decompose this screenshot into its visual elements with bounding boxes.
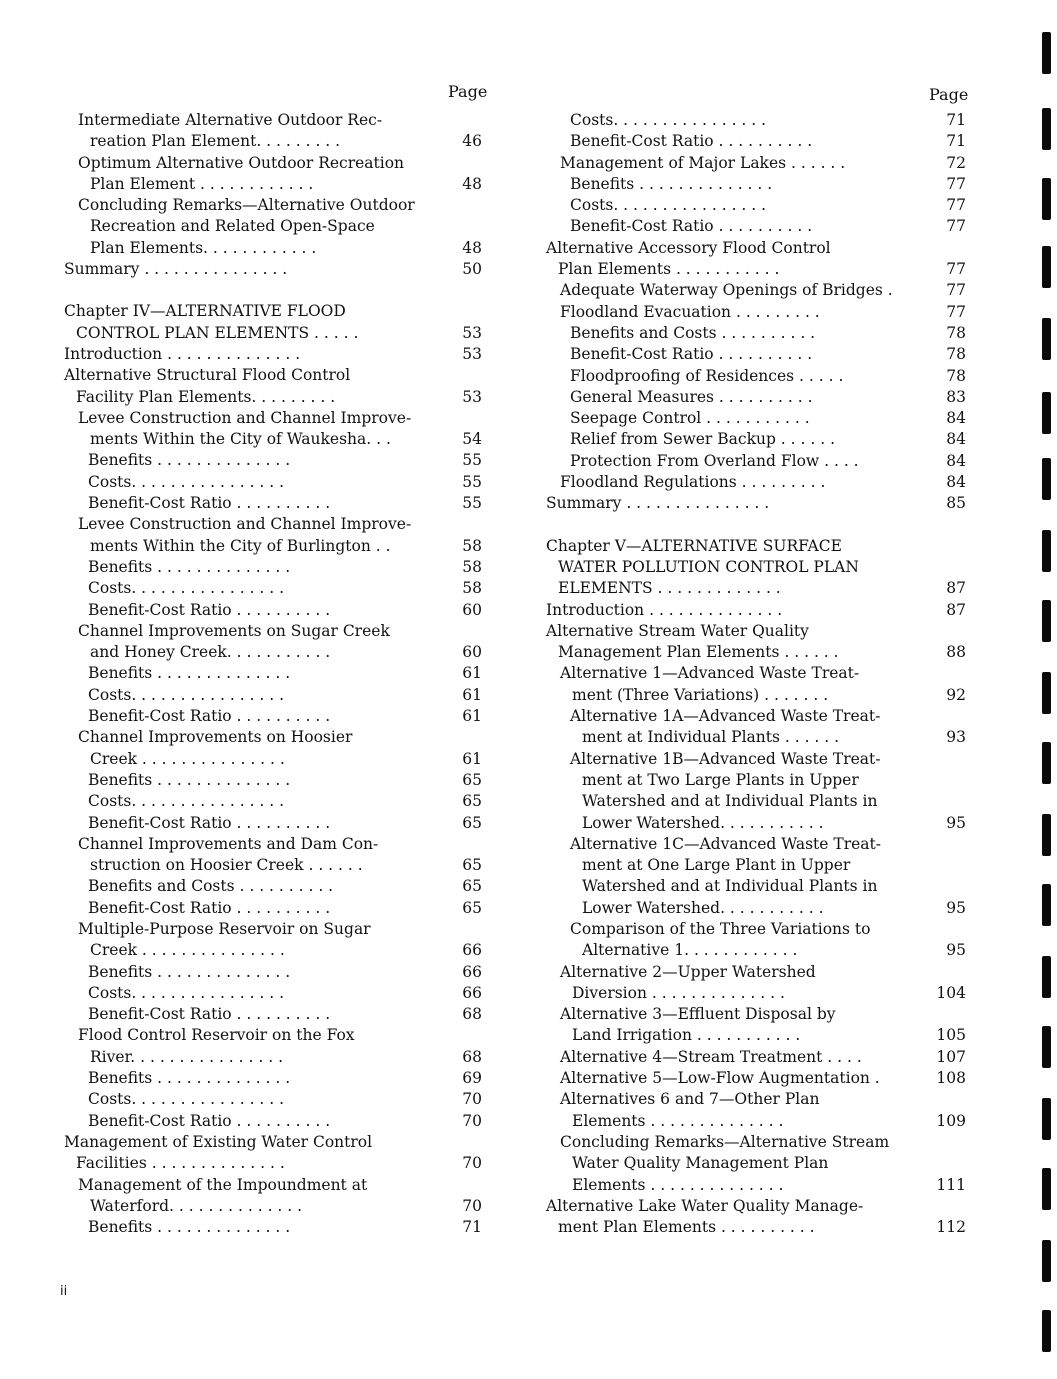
toc-entry[interactable] <box>542 493 970 514</box>
toc-entry[interactable] <box>542 451 970 472</box>
toc-entry[interactable] <box>60 153 490 196</box>
toc-entry-text: Management of Existing Water Control <box>64 1132 373 1151</box>
toc-entry[interactable] <box>60 685 490 706</box>
toc-page-number: 53 <box>462 387 482 406</box>
toc-entry-text: Facility Plan Elements. . . . . . . . . <box>76 387 336 406</box>
toc-entry-text: Benefit-Cost Ratio . . . . . . . . . . <box>88 1005 331 1024</box>
toc-entry[interactable] <box>542 1196 970 1239</box>
binding-mark <box>1042 814 1051 856</box>
toc-page-number: 68 <box>462 1005 482 1024</box>
toc-page-number: 95 <box>946 813 966 832</box>
toc-page-number: 87 <box>946 600 966 619</box>
toc-entry[interactable] <box>542 216 970 237</box>
toc-entry-text: Costs. . . . . . . . . . . . . . . . <box>88 983 285 1002</box>
toc-page-number: 104 <box>936 983 966 1002</box>
toc-entry[interactable] <box>542 1089 970 1132</box>
toc-entry[interactable] <box>542 344 970 365</box>
toc-page-number: 55 <box>462 472 482 491</box>
toc-entry-text: Levee Construction and Channel Improve- <box>78 408 412 427</box>
binding-mark <box>1042 458 1051 500</box>
toc-entry-text: Concluding Remarks—Alternative Stream <box>560 1132 890 1151</box>
toc-entry[interactable] <box>60 472 490 493</box>
toc-entry-text: Elements . . . . . . . . . . . . . . <box>572 1111 784 1130</box>
toc-entry[interactable] <box>542 174 970 195</box>
toc-entry-text: Benefits . . . . . . . . . . . . . . <box>88 962 291 981</box>
binding-mark <box>1042 600 1051 642</box>
toc-page-number: 66 <box>462 941 482 960</box>
toc-page-number: 70 <box>462 1154 482 1173</box>
toc-entry-text: Recreation and Related Open-Space <box>90 217 375 236</box>
toc-page-number: 61 <box>462 685 482 704</box>
toc-page-number: 87 <box>946 579 966 598</box>
toc-entry[interactable] <box>60 621 490 664</box>
toc-entry-text: Costs. . . . . . . . . . . . . . . . <box>88 472 285 491</box>
toc-entry[interactable] <box>60 706 490 727</box>
toc-entry[interactable] <box>542 1132 970 1196</box>
toc-page-number: 66 <box>462 962 482 981</box>
toc-entry-text: Alternatives 6 and 7—Other Plan <box>560 1090 820 1109</box>
toc-entry[interactable] <box>60 557 490 578</box>
toc-page-number: 53 <box>462 344 482 363</box>
toc-entry[interactable] <box>60 493 490 514</box>
toc-entry-text: Alternative 1. . . . . . . . . . . . <box>582 941 798 960</box>
toc-entry-text: Alternative Stream Water Quality <box>546 621 809 640</box>
toc-page-number: 92 <box>946 685 966 704</box>
binding-mark <box>1042 246 1051 288</box>
toc-page-number: 71 <box>462 1218 482 1237</box>
page-folio: ii <box>60 1284 68 1299</box>
toc-entry[interactable] <box>542 408 970 429</box>
toc-entries <box>60 110 490 1238</box>
toc-entry-text: Management Plan Elements . . . . . . <box>558 643 839 662</box>
toc-page-number: 93 <box>946 728 966 747</box>
toc-entry-text: Comparison of the Three Variations to <box>570 919 871 938</box>
toc-page-number: 70 <box>462 1196 482 1215</box>
toc-entry-text: Benefit-Cost Ratio . . . . . . . . . . <box>88 1111 331 1130</box>
toc-page-number: 85 <box>946 494 966 513</box>
toc-entry-text: Floodland Evacuation . . . . . . . . . <box>560 302 820 321</box>
toc-entry[interactable] <box>60 1132 490 1175</box>
toc-entry-text: Costs. . . . . . . . . . . . . . . . <box>88 1090 285 1109</box>
toc-entry[interactable] <box>60 727 490 770</box>
toc-entry[interactable] <box>60 813 490 834</box>
toc-entry[interactable] <box>542 962 970 1005</box>
toc-page-number: 111 <box>936 1175 966 1194</box>
toc-page-number: 84 <box>946 451 966 470</box>
toc-entry[interactable] <box>542 280 970 301</box>
toc-entry[interactable] <box>60 578 490 599</box>
toc-entry-text: Plan Elements . . . . . . . . . . . <box>558 260 780 279</box>
toc-page-number: 84 <box>946 473 966 492</box>
toc-entry[interactable] <box>60 408 490 451</box>
toc-entry[interactable] <box>60 962 490 983</box>
toc-entry[interactable] <box>60 195 490 259</box>
toc-page-number: 83 <box>946 387 966 406</box>
toc-page-number: 71 <box>946 132 966 151</box>
toc-page-number: 68 <box>462 1047 482 1066</box>
toc-entry-text: Chapter V—ALTERNATIVE SURFACE <box>546 536 842 555</box>
toc-page-number: 46 <box>462 132 482 151</box>
page-column-heading: Page <box>448 82 488 101</box>
toc-entry-text: Benefits . . . . . . . . . . . . . . <box>88 770 291 789</box>
toc-entry-text: Management of Major Lakes . . . . . . <box>560 153 846 172</box>
toc-entry-text: Concluding Remarks—Alternative Outdoor <box>78 196 415 215</box>
toc-page-number: 108 <box>936 1069 966 1088</box>
toc-entry[interactable] <box>60 301 490 344</box>
toc-entry[interactable] <box>542 131 970 152</box>
toc-entry-text: Flood Control Reservoir on the Fox <box>78 1026 355 1045</box>
toc-entry-text: Alternative 1C—Advanced Waste Treat- <box>570 834 881 853</box>
toc-entry[interactable] <box>542 323 970 344</box>
toc-page-number: 109 <box>936 1111 966 1130</box>
toc-entry-text: ments Within the City of Burlington . . <box>90 536 391 555</box>
toc-page-number: 77 <box>946 196 966 215</box>
toc-entry[interactable] <box>60 1217 490 1238</box>
toc-entry[interactable] <box>60 450 490 471</box>
toc-entry-text: General Measures . . . . . . . . . . <box>570 387 813 406</box>
toc-page-number: 54 <box>462 430 482 449</box>
toc-entry[interactable] <box>542 153 970 174</box>
toc-entry-text: Adequate Waterway Openings of Bridges . <box>560 281 893 300</box>
toc-entry-text: Watershed and at Individual Plants in <box>582 792 878 811</box>
toc-entry[interactable] <box>60 834 490 877</box>
toc-page-number: 78 <box>946 345 966 364</box>
toc-entry[interactable] <box>542 472 970 493</box>
toc-entry-text: reation Plan Element. . . . . . . . . <box>90 132 341 151</box>
toc-page-number: 112 <box>936 1218 966 1237</box>
toc-entry[interactable] <box>542 110 970 131</box>
toc-entry[interactable] <box>60 600 490 621</box>
toc-entry-text: Multiple-Purpose Reservoir on Sugar <box>78 919 371 938</box>
binding-mark <box>1042 392 1051 434</box>
toc-page-number: 77 <box>946 260 966 279</box>
toc-entry-text: Floodproofing of Residences . . . . . <box>570 366 844 385</box>
toc-entry[interactable] <box>542 834 970 919</box>
toc-entry-text: Lower Watershed. . . . . . . . . . . <box>582 898 824 917</box>
toc-entry-text: ment at Two Large Plants in Upper <box>582 770 859 789</box>
toc-entry-text: Plan Elements. . . . . . . . . . . . <box>90 238 317 257</box>
toc-page-number: 48 <box>462 238 482 257</box>
toc-entry[interactable] <box>542 1047 970 1068</box>
toc-entry-text: Channel Improvements and Dam Con- <box>78 834 379 853</box>
toc-entry-text: ment Plan Elements . . . . . . . . . . <box>558 1218 815 1237</box>
toc-entry[interactable] <box>60 919 490 962</box>
toc-entry-text: ment (Three Variations) . . . . . . . <box>572 685 829 704</box>
toc-entry-text: Diversion . . . . . . . . . . . . . . <box>572 983 785 1002</box>
toc-entry[interactable] <box>542 1068 970 1089</box>
toc-page-number: 58 <box>462 536 482 555</box>
binding-mark <box>1042 530 1051 572</box>
toc-entry-text: Waterford. . . . . . . . . . . . . . <box>90 1196 303 1215</box>
toc-page-number: 48 <box>462 174 482 193</box>
toc-entry-text: WATER POLLUTION CONTROL PLAN <box>558 557 859 576</box>
toc-entry[interactable] <box>60 876 490 897</box>
toc-page-number: 77 <box>946 281 966 300</box>
toc-page-number: 95 <box>946 898 966 917</box>
toc-entry-text: Chapter IV—ALTERNATIVE FLOOD <box>64 302 346 321</box>
toc-page-number: 84 <box>946 409 966 428</box>
toc-entry-text: Alternative Lake Water Quality Manage- <box>546 1196 864 1215</box>
toc-entry-text: Benefit-Cost Ratio . . . . . . . . . . <box>88 707 331 726</box>
toc-entry[interactable] <box>542 238 970 281</box>
toc-entry-text: Alternative 1B—Advanced Waste Treat- <box>570 749 881 768</box>
binding-mark <box>1042 1168 1051 1210</box>
toc-entry-text: Water Quality Management Plan <box>572 1154 829 1173</box>
toc-entry-text: Benefit-Cost Ratio . . . . . . . . . . <box>88 898 331 917</box>
toc-entry-text: Watershed and at Individual Plants in <box>582 877 878 896</box>
toc-page-number: 69 <box>462 1069 482 1088</box>
toc-page-number: 107 <box>936 1047 966 1066</box>
toc-entry[interactable] <box>60 1025 490 1068</box>
toc-entry[interactable] <box>60 1111 490 1132</box>
toc-entry-text: Benefits . . . . . . . . . . . . . . <box>88 1218 291 1237</box>
toc-entry-text: ment at One Large Plant in Upper <box>582 856 851 875</box>
section-gap <box>60 280 490 301</box>
toc-entry[interactable] <box>542 429 970 450</box>
toc-entry-text: Benefit-Cost Ratio . . . . . . . . . . <box>570 217 813 236</box>
toc-entry-text: Costs. . . . . . . . . . . . . . . . <box>570 111 767 129</box>
toc-page-number: 95 <box>946 941 966 960</box>
toc-entry-text: Benefits . . . . . . . . . . . . . . <box>88 557 291 576</box>
toc-entry-text: Costs. . . . . . . . . . . . . . . . <box>570 196 767 215</box>
toc-entry-text: Benefits . . . . . . . . . . . . . . <box>570 174 773 193</box>
toc-page-number: 78 <box>946 366 966 385</box>
toc-entries <box>542 110 970 1238</box>
binding-mark <box>1042 318 1051 360</box>
toc-entry-text: Land Irrigation . . . . . . . . . . . <box>572 1026 801 1045</box>
toc-entry-text: Alternative 2—Upper Watershed <box>560 962 816 981</box>
binding-mark <box>1042 1098 1051 1140</box>
toc-entry-text: Costs. . . . . . . . . . . . . . . . <box>88 792 285 811</box>
toc-entry[interactable] <box>542 1004 970 1047</box>
toc-page-number: 72 <box>946 153 966 172</box>
toc-page-number: 65 <box>462 770 482 789</box>
binding-mark <box>1042 108 1051 150</box>
toc-entry-text: Creek . . . . . . . . . . . . . . . <box>90 749 285 768</box>
binding-mark <box>1042 1240 1051 1282</box>
toc-entry[interactable] <box>60 110 490 153</box>
toc-entry[interactable] <box>542 536 970 600</box>
binding-mark <box>1042 672 1051 714</box>
toc-entry[interactable] <box>60 365 490 408</box>
toc-entry-text: and Honey Creek. . . . . . . . . . . <box>90 643 331 662</box>
toc-page-number: 60 <box>462 643 482 662</box>
toc-entry[interactable] <box>60 1089 490 1110</box>
toc-page-number: 71 <box>946 111 966 129</box>
toc-page-number: 84 <box>946 430 966 449</box>
toc-entry-text: Management of the Impoundment at <box>78 1175 368 1194</box>
binding-mark <box>1042 32 1051 74</box>
toc-entry-text: Benefits and Costs . . . . . . . . . . <box>570 323 816 342</box>
toc-entry-text: Benefit-Cost Ratio . . . . . . . . . . <box>88 600 331 619</box>
binding-mark <box>1042 1026 1051 1068</box>
toc-entry-text: Summary . . . . . . . . . . . . . . . <box>546 494 770 513</box>
toc-entry-text: Creek . . . . . . . . . . . . . . . <box>90 941 285 960</box>
toc-page-number: 55 <box>462 494 482 513</box>
binding-marks <box>1038 0 1052 1379</box>
toc-entry-text: Levee Construction and Channel Improve- <box>78 515 412 534</box>
toc-entry-text: Alternative 1—Advanced Waste Treat- <box>560 664 860 683</box>
toc-entry-text: Lower Watershed. . . . . . . . . . . <box>582 813 824 832</box>
toc-page-number: 58 <box>462 557 482 576</box>
toc-entry[interactable] <box>542 600 970 621</box>
toc-entry-text: Benefits and Costs . . . . . . . . . . <box>88 877 334 896</box>
toc-entry-text: struction on Hoosier Creek . . . . . . <box>90 856 363 875</box>
toc-entry-text: Facilities . . . . . . . . . . . . . . <box>76 1154 285 1173</box>
toc-entry[interactable] <box>542 366 970 387</box>
toc-entry-text: Optimum Alternative Outdoor Recreation <box>78 153 405 172</box>
toc-entry[interactable] <box>542 749 970 834</box>
toc-entry-text: Benefit-Cost Ratio . . . . . . . . . . <box>570 345 813 364</box>
toc-entry-text: Plan Element . . . . . . . . . . . . <box>90 174 314 193</box>
toc-entry[interactable] <box>60 1068 490 1089</box>
toc-entry[interactable] <box>542 621 970 664</box>
toc-entry-text: Benefit-Cost Ratio . . . . . . . . . . <box>88 813 331 832</box>
toc-entry-text: Alternative 3—Effluent Disposal by <box>560 1005 836 1024</box>
toc-entry-text: Alternative Accessory Flood Control <box>546 238 831 257</box>
toc-entry[interactable] <box>542 706 970 749</box>
toc-entry-text: Intermediate Alternative Outdoor Rec- <box>78 111 383 129</box>
toc-page-number: 61 <box>462 664 482 683</box>
toc-page-number: 78 <box>946 323 966 342</box>
toc-entry-text: ELEMENTS . . . . . . . . . . . . . <box>558 579 781 598</box>
binding-mark <box>1042 742 1051 784</box>
toc-page-number: 55 <box>462 451 482 470</box>
binding-mark <box>1042 178 1051 220</box>
toc-page-number: 58 <box>462 579 482 598</box>
toc-entry[interactable] <box>60 259 490 280</box>
toc-page-number: 70 <box>462 1111 482 1130</box>
toc-entry-text: Channel Improvements on Hoosier <box>78 728 353 747</box>
toc-entry-text: Costs. . . . . . . . . . . . . . . . <box>88 579 285 598</box>
toc-entry-text: Benefits . . . . . . . . . . . . . . <box>88 451 291 470</box>
toc-entry-text: CONTROL PLAN ELEMENTS . . . . . <box>76 323 359 342</box>
toc-entry-text: Elements . . . . . . . . . . . . . . <box>572 1175 784 1194</box>
binding-mark <box>1042 1310 1051 1352</box>
toc-entry-text: Relief from Sewer Backup . . . . . . <box>570 430 835 449</box>
toc-entry-text: Alternative Structural Flood Control <box>64 366 351 385</box>
toc-entry[interactable] <box>542 663 970 706</box>
toc-entry[interactable] <box>542 919 970 962</box>
toc-page-number: 77 <box>946 174 966 193</box>
toc-page-number: 105 <box>936 1026 966 1045</box>
toc-entry-text: Channel Improvements on Sugar Creek <box>78 621 390 640</box>
toc-page-number: 88 <box>946 643 966 662</box>
toc-entry[interactable] <box>60 791 490 812</box>
section-gap <box>542 515 970 536</box>
toc-entry-text: Alternative 1A—Advanced Waste Treat- <box>570 707 881 726</box>
toc-entry-text: Benefits . . . . . . . . . . . . . . <box>88 1069 291 1088</box>
toc-page-number: 66 <box>462 983 482 1002</box>
toc-entry[interactable] <box>60 1175 490 1218</box>
toc-entry-text: Protection From Overland Flow . . . . <box>570 451 859 470</box>
toc-entry-text: Introduction . . . . . . . . . . . . . . <box>64 344 301 363</box>
toc-page-number: 61 <box>462 707 482 726</box>
toc-page-number: 65 <box>462 792 482 811</box>
toc-entry[interactable] <box>60 983 490 1004</box>
toc-page-number: 61 <box>462 749 482 768</box>
toc-entry-text: Alternative 4—Stream Treatment . . . . <box>560 1047 862 1066</box>
toc-entry[interactable] <box>542 195 970 216</box>
toc-page-number: 77 <box>946 302 966 321</box>
toc-page-number: 77 <box>946 217 966 236</box>
toc-entry[interactable] <box>60 770 490 791</box>
toc-entry-text: ment at Individual Plants . . . . . . <box>582 728 840 747</box>
toc-entry-text: Floodland Regulations . . . . . . . . . <box>560 473 826 492</box>
toc-entry-text: Alternative 5—Low-Flow Augmentation . <box>560 1069 880 1088</box>
toc-entry-text: Benefit-Cost Ratio . . . . . . . . . . <box>570 132 813 151</box>
toc-page-number: 60 <box>462 600 482 619</box>
toc-entry-text: Seepage Control . . . . . . . . . . . <box>570 409 810 428</box>
toc-page-number: 65 <box>462 898 482 917</box>
toc-entry[interactable] <box>542 302 970 323</box>
toc-entry[interactable] <box>60 898 490 919</box>
toc-entry-text: ments Within the City of Waukesha. . . <box>90 430 391 449</box>
toc-entry[interactable] <box>542 387 970 408</box>
toc-entry-text: Benefit-Cost Ratio . . . . . . . . . . <box>88 494 331 513</box>
toc-page-number: 53 <box>462 323 482 342</box>
toc-page-number: 50 <box>462 260 482 279</box>
toc-page-number: 65 <box>462 856 482 875</box>
toc-entry[interactable] <box>60 663 490 684</box>
toc-entry-text: Introduction . . . . . . . . . . . . . . <box>546 600 783 619</box>
toc-page-number: 70 <box>462 1090 482 1109</box>
page-column-heading: Page <box>929 85 969 104</box>
toc-entry-text: Benefits . . . . . . . . . . . . . . <box>88 664 291 683</box>
toc-entry-text: River. . . . . . . . . . . . . . . . <box>90 1047 284 1066</box>
toc-page-number: 65 <box>462 877 482 896</box>
toc-entry[interactable] <box>60 514 490 557</box>
binding-mark <box>1042 956 1051 998</box>
binding-mark <box>1042 884 1051 926</box>
toc-entry-text: Costs. . . . . . . . . . . . . . . . <box>88 685 285 704</box>
toc-page-number: 65 <box>462 813 482 832</box>
toc-entry[interactable] <box>60 1004 490 1025</box>
toc-entry[interactable] <box>60 344 490 365</box>
toc-entry-text: Summary . . . . . . . . . . . . . . . <box>64 260 288 279</box>
